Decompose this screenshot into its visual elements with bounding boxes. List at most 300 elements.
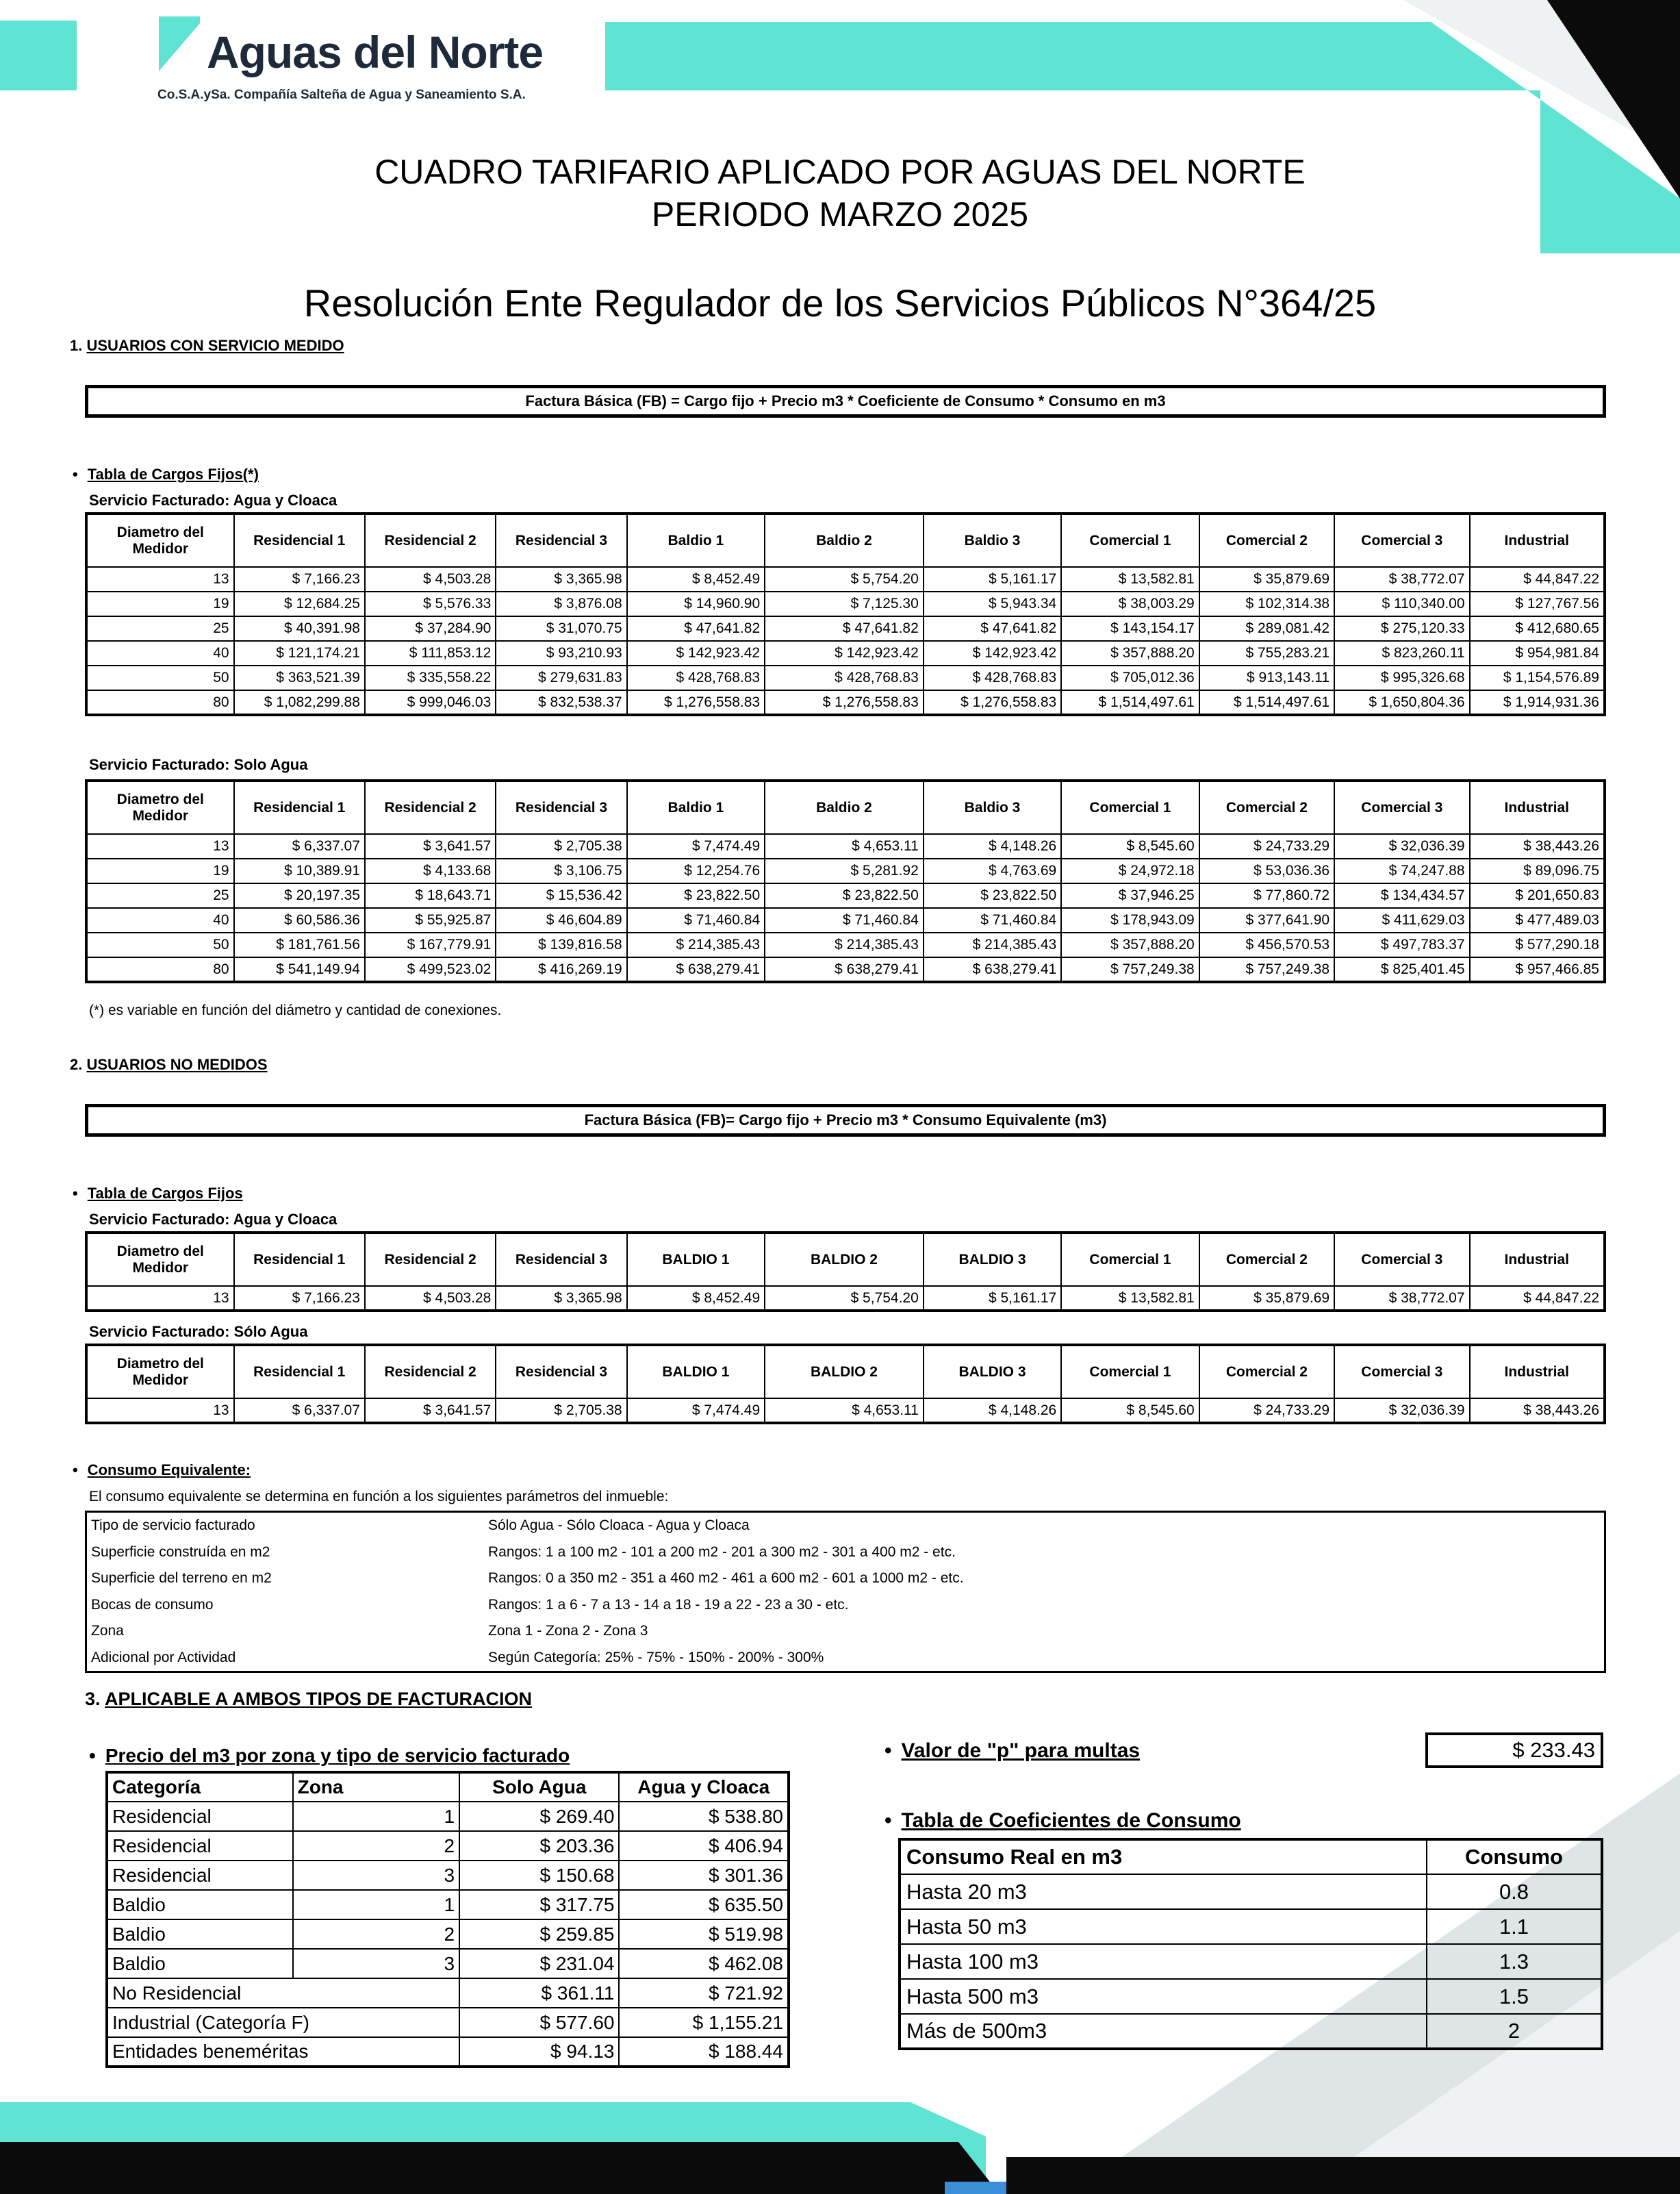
consumo-row [86,1539,1605,1566]
zone-cell: 3 [293,1861,459,1890]
price-cell: $ 705,012.36 [1061,666,1199,690]
consumo-row [86,1618,1605,1645]
s1-agua-cloaca-label: Servicio Facturado: Agua y Cloaca [89,492,338,509]
table-row [86,957,1605,982]
price-cell: $ 5,576.33 [365,592,496,616]
parameter-name: Adicional por Actividad [91,1649,236,1665]
price-cell: $ 38,443.26 [1470,1398,1605,1423]
table-header-row [107,1772,789,1802]
price-cell: $ 416,269.19 [496,957,626,982]
s2-agua-cloaca-label: Servicio Facturado: Agua y Cloaca [89,1211,338,1228]
price-cell: $ 127,767.56 [1470,592,1605,616]
column-header: Residencial 2 [365,1345,496,1398]
coef-table [898,1838,1603,2050]
price-cell: $ 214,385.43 [765,933,924,957]
resolution-title: Resolución Ente Regulador de los Servicios Públicos N°364/25 [303,281,1377,325]
price-cell: $ 519.98 [619,1919,789,1949]
price-cell: $ 3,365.98 [496,1286,626,1311]
price-cell: $ 7,125.30 [765,592,924,616]
price-cell: $ 2,705.38 [496,1398,626,1423]
price-cell: $ 38,772.07 [1334,567,1469,592]
price-cell: $ 94.13 [459,2037,619,2067]
price-cell: $ 357,888.20 [1061,641,1199,666]
table-header-row [86,514,1605,567]
section1-number: 1. [70,337,83,354]
price-cell: $ 1,276,558.83 [924,690,1061,715]
column-header: Industrial [1470,514,1605,567]
column-header: Consumo [1427,1839,1602,1874]
diameter-cell: 13 [86,1398,234,1423]
price-cell: $ 38,443.26 [1470,834,1605,859]
price-cell: $ 1,154,576.89 [1470,666,1605,690]
coefficient-cell: 2 [1427,2014,1602,2049]
price-cell: $ 23,822.50 [765,883,924,908]
column-header: Industrial [1470,781,1605,834]
price-cell: $ 411,629.03 [1334,908,1469,933]
parameter-values: Rangos: 1 a 100 m2 - 101 a 200 m2 - 201 a 300 m2 - 301 a 400 m2 - etc. [488,1543,956,1560]
table-row [900,2014,1602,2049]
column-header: Comercial 2 [1199,1233,1334,1286]
price-cell: $ 5,754.20 [765,567,924,592]
price-cell: $ 110,340.00 [1334,592,1469,616]
price-cell: $ 4,148.26 [924,834,1061,859]
price-cell: $ 1,276,558.83 [765,690,924,715]
parameter-values: Rangos: 1 a 6 - 7 a 13 - 14 a 18 - 19 a 22 - 23 a 30 - etc. [488,1596,849,1613]
brand-name: Aguas del Norte [207,27,544,77]
price-cell: $ 46,604.89 [496,908,626,933]
table-header-row [86,781,1605,834]
parameter-values: Según Categoría: 25% - 75% - 150% - 200% - 300% [488,1649,824,1665]
price-cell: $ 32,036.39 [1334,1398,1469,1423]
table-header-row [86,1345,1605,1398]
column-header: Baldio 2 [765,514,924,567]
price-cell: $ 77,860.72 [1199,883,1334,908]
price-cell: $ 913,143.11 [1199,666,1334,690]
price-cell: $ 825,401.45 [1334,957,1469,982]
price-cell: $ 1,514,497.61 [1061,690,1199,715]
table-row [86,567,1605,592]
consumo-row [86,1592,1605,1619]
table-row [107,1890,789,1919]
price-cell: $ 12,254.76 [627,859,765,883]
section2-number: 2. [70,1056,83,1073]
price-cell: $ 317.75 [459,1890,619,1919]
diameter-cell: 19 [86,859,234,883]
price-cell: $ 35,879.69 [1199,1286,1334,1311]
diameter-cell: 13 [86,1286,234,1311]
price-cell: $ 71,460.84 [924,908,1061,933]
table-row [86,834,1605,859]
diameter-cell: 25 [86,616,234,641]
column-header: BALDIO 3 [924,1345,1061,1398]
table-row [86,883,1605,908]
price-cell: $ 538.80 [619,1802,789,1831]
price-cell: $ 214,385.43 [627,933,765,957]
price-cell: $ 37,946.25 [1061,883,1199,908]
section1-formula: Factura Básica (FB) = Cargo fijo + Precio m3 * Coeficiente de Consumo * Consumo en m3 [85,385,1606,418]
price-cell: $ 60,586.36 [234,908,365,933]
table-row [107,1949,789,1978]
table-row [107,1831,789,1861]
table-row [86,616,1605,641]
column-header: Residencial 1 [234,514,365,567]
section2-table-title-text: Tabla de Cargos Fijos [87,1185,243,1202]
consumption-range-cell: Más de 500m3 [900,2014,1427,2049]
zone-cell: 3 [293,1949,459,1978]
column-header: Residencial 2 [365,781,496,834]
diameter-cell: 50 [86,666,234,690]
price-cell: $ 214,385.43 [924,933,1061,957]
coef-title [884,1809,1241,1832]
price-cell: $ 5,754.20 [765,1286,924,1311]
price-cell: $ 6,337.07 [234,834,365,859]
column-header: Residencial 3 [496,514,626,567]
price-cell: $ 231.04 [459,1949,619,1978]
price-cell: $ 999,046.03 [365,690,496,715]
column-header: Comercial 2 [1199,781,1334,834]
section3-number: 3. [85,1689,101,1709]
column-header: Baldio 1 [627,781,765,834]
column-header: BALDIO 3 [924,1233,1061,1286]
column-header: Consumo Real en m3 [900,1839,1427,1874]
price-cell: $ 1,155.21 [619,2008,789,2037]
table-row [86,666,1605,690]
column-header: BALDIO 1 [627,1233,765,1286]
price-cell: $ 143,154.17 [1061,616,1199,641]
category-cell: Industrial (Categoría F) [107,2008,459,2037]
precio-m3-table [105,1771,790,2068]
price-cell: $ 428,768.83 [765,666,924,690]
price-cell: $ 142,923.42 [924,641,1061,666]
price-cell: $ 361.11 [459,1978,619,2008]
brand-subtitle: Co.S.A.ySa. Compañía Salteña de Agua y Saneamiento S.A. [157,88,526,102]
price-cell: $ 4,653.11 [765,834,924,859]
price-cell: $ 755,283.21 [1199,641,1334,666]
price-cell: $ 38,003.29 [1061,592,1199,616]
column-header: Diametro del Medidor [86,781,234,834]
logo-icon [159,16,200,71]
price-cell: $ 47,641.82 [765,616,924,641]
column-header: Diametro del Medidor [86,514,234,567]
price-cell: $ 44,847.22 [1470,1286,1605,1311]
column-header: Baldio 3 [924,514,1061,567]
price-cell: $ 8,545.60 [1061,1398,1199,1423]
price-cell: $ 995,326.68 [1334,666,1469,690]
consumption-range-cell: Hasta 500 m3 [900,1979,1427,2014]
price-cell: $ 2,705.38 [496,834,626,859]
column-header: Residencial 1 [234,781,365,834]
price-cell: $ 142,923.42 [765,641,924,666]
category-cell: Residencial [107,1831,293,1861]
price-cell: $ 638,279.41 [627,957,765,982]
price-cell: $ 823,260.11 [1334,641,1469,666]
column-header: Industrial [1470,1233,1605,1286]
consumo-row [86,1645,1605,1672]
parameter-values: Zona 1 - Zona 2 - Zona 3 [488,1623,648,1639]
price-cell: $ 15,536.42 [496,883,626,908]
price-cell: $ 178,943.09 [1061,908,1199,933]
price-cell: $ 456,570.53 [1199,933,1334,957]
price-cell: $ 7,166.23 [234,567,365,592]
price-cell: $ 24,733.29 [1199,1398,1334,1423]
column-header: Comercial 2 [1199,1345,1334,1398]
price-cell: $ 134,434.57 [1334,883,1469,908]
p-title [884,1739,1140,1763]
column-header: BALDIO 2 [765,1233,924,1286]
table-row [107,1802,789,1831]
table-row [86,690,1605,715]
diameter-cell: 19 [86,592,234,616]
price-cell: $ 635.50 [619,1890,789,1919]
price-cell: $ 5,161.17 [924,567,1061,592]
diameter-cell: 13 [86,567,234,592]
table-row [86,933,1605,957]
column-header: Baldio 1 [627,514,765,567]
column-header: Diametro del Medidor [86,1233,234,1286]
category-cell: Residencial [107,1802,293,1831]
column-header: Zona [293,1772,459,1802]
precio-title-text: Precio del m3 por zona y tipo de servicio facturado [105,1745,570,1766]
price-cell: $ 93,210.93 [496,641,626,666]
price-cell: $ 47,641.82 [924,616,1061,641]
table-row [86,908,1605,933]
price-cell: $ 259.85 [459,1919,619,1949]
s2-solo-agua-label: Servicio Facturado: Sólo Agua [89,1323,308,1340]
price-cell: $ 269.40 [459,1802,619,1831]
price-cell: $ 757,249.38 [1061,957,1199,982]
price-cell: $ 4,763.69 [924,859,1061,883]
parameter-name: Zona [91,1623,124,1639]
column-header: Diametro del Medidor [86,1345,234,1398]
column-header: Comercial 1 [1061,1233,1199,1286]
price-cell: $ 335,558.22 [365,666,496,690]
column-header: Baldio 3 [924,781,1061,834]
price-cell: $ 167,779.91 [365,933,496,957]
diameter-cell: 80 [86,690,234,715]
page-title-line2: PERIODO MARZO 2025 [651,195,1029,234]
column-header: Solo Agua [459,1772,619,1802]
price-cell: $ 3,876.08 [496,592,626,616]
consumo-title-text: Consumo Equivalente: [87,1461,251,1478]
diameter-cell: 13 [86,834,234,859]
table-row [86,592,1605,616]
column-header: Residencial 3 [496,781,626,834]
price-cell: $ 7,166.23 [234,1286,365,1311]
parameter-name: Bocas de consumo [91,1596,214,1613]
table-row [900,1874,1602,1909]
table-row [107,2037,789,2067]
price-cell: $ 577.60 [459,2008,619,2037]
category-cell: Baldio [107,1890,293,1919]
consumption-range-cell: Hasta 100 m3 [900,1944,1427,1979]
price-cell: $ 139,816.58 [496,933,626,957]
zone-cell: 2 [293,1831,459,1861]
price-cell: $ 832,538.37 [496,690,626,715]
price-cell: $ 6,337.07 [234,1398,365,1423]
section2-title [70,1056,268,1074]
category-cell: No Residencial [107,1978,459,2008]
column-header: Agua y Cloaca [619,1772,789,1802]
price-cell: $ 203.36 [459,1831,619,1861]
diameter-cell: 40 [86,908,234,933]
s1-solo-agua-table [85,779,1606,983]
price-cell: $ 7,474.49 [627,834,765,859]
price-cell: $ 954,981.84 [1470,641,1605,666]
section1-table-title-text: Tabla de Cargos Fijos(*) [87,466,259,483]
price-cell: $ 47,641.82 [627,616,765,641]
column-header: Comercial 3 [1334,781,1469,834]
parameter-name: Superficie del terreno en m2 [91,1570,272,1587]
column-header: Residencial 2 [365,1233,496,1286]
section2-table-title [73,1185,243,1202]
column-header: BALDIO 1 [627,1345,765,1398]
price-cell: $ 188.44 [619,2037,789,2067]
price-cell: $ 7,474.49 [627,1398,765,1423]
price-cell: $ 541,149.94 [234,957,365,982]
price-cell: $ 23,822.50 [627,883,765,908]
price-cell: $ 38,772.07 [1334,1286,1469,1311]
column-header: Residencial 3 [496,1233,626,1286]
coefficient-cell: 0.8 [1427,1874,1602,1909]
table-row [86,1286,1605,1311]
price-cell: $ 23,822.50 [924,883,1061,908]
price-cell: $ 3,641.57 [365,834,496,859]
consumo-row [86,1512,1605,1539]
price-cell: $ 74,247.88 [1334,859,1469,883]
column-header: Comercial 1 [1061,781,1199,834]
category-cell: Baldio [107,1949,293,1978]
section1-note: (*) es variable en función del diámetro y cantidad de conexiones. [89,1003,502,1018]
column-header: Residencial 2 [365,514,496,567]
page-title-line1: CUADRO TARIFARIO APLICADO POR AGUAS DEL NORTE [374,153,1306,191]
consumo-table [85,1511,1606,1673]
table-row [86,859,1605,883]
price-cell: $ 289,081.42 [1199,616,1334,641]
s1-agua-cloaca-table [85,512,1606,716]
price-cell: $ 301.36 [619,1861,789,1890]
price-cell: $ 89,096.75 [1470,859,1605,883]
price-cell: $ 957,466.85 [1470,957,1605,982]
table-row [86,1398,1605,1423]
price-cell: $ 71,460.84 [765,908,924,933]
price-cell: $ 32,036.39 [1334,834,1469,859]
price-cell: $ 31,070.75 [496,616,626,641]
price-cell: $ 40,391.98 [234,616,365,641]
table-row [107,2008,789,2037]
price-cell: $ 3,106.75 [496,859,626,883]
column-header: Baldio 2 [765,781,924,834]
price-cell: $ 1,276,558.83 [627,690,765,715]
price-cell: $ 757,249.38 [1199,957,1334,982]
s2-agua-cloaca-table [85,1231,1606,1312]
price-cell: $ 8,545.60 [1061,834,1199,859]
section1-table-title [73,466,259,483]
coefficient-cell: 1.5 [1427,1979,1602,2014]
price-cell: $ 8,452.49 [627,1286,765,1311]
price-cell: $ 24,733.29 [1199,834,1334,859]
column-header: Comercial 1 [1061,514,1199,567]
price-cell: $ 428,768.83 [627,666,765,690]
price-cell: $ 14,960.90 [627,592,765,616]
price-cell: $ 377,641.90 [1199,908,1334,933]
price-cell: $ 4,653.11 [765,1398,924,1423]
price-cell: $ 4,503.28 [365,567,496,592]
price-cell: $ 275,120.33 [1334,616,1469,641]
column-header: Residencial 1 [234,1345,365,1398]
table-row [107,1861,789,1890]
coef-title-text: Tabla de Coeficientes de Consumo [901,1809,1241,1832]
price-cell: $ 638,279.41 [924,957,1061,982]
price-cell: $ 1,082,299.88 [234,690,365,715]
coefficient-cell: 1.3 [1427,1944,1602,1979]
price-cell: $ 363,521.39 [234,666,365,690]
category-cell: Baldio [107,1919,293,1949]
price-cell: $ 497,783.37 [1334,933,1469,957]
consumo-title [73,1461,251,1479]
price-cell: $ 142,923.42 [627,641,765,666]
diameter-cell: 40 [86,641,234,666]
table-header-row [86,1233,1605,1286]
category-cell: Entidades beneméritas [107,2037,459,2067]
price-cell: $ 1,914,931.36 [1470,690,1605,715]
table-row [107,1978,789,2008]
price-cell: $ 428,768.83 [924,666,1061,690]
price-cell: $ 3,365.98 [496,567,626,592]
zone-cell: 2 [293,1919,459,1949]
column-header: Comercial 3 [1334,514,1469,567]
price-cell: $ 12,684.25 [234,592,365,616]
parameter-name: Tipo de servicio facturado [91,1517,255,1534]
price-cell: $ 102,314.38 [1199,592,1334,616]
consumo-row [86,1565,1605,1592]
price-cell: $ 111,853.12 [365,641,496,666]
column-header: BALDIO 2 [765,1345,924,1398]
price-cell: $ 10,389.91 [234,859,365,883]
column-header: Comercial 1 [1061,1345,1199,1398]
zone-cell: 1 [293,1890,459,1919]
table-header-row [900,1839,1602,1874]
diameter-cell: 80 [86,957,234,982]
price-cell: $ 721.92 [619,1978,789,2008]
price-cell: $ 5,161.17 [924,1286,1061,1311]
table-row [900,1909,1602,1944]
price-cell: $ 201,650.83 [1470,883,1605,908]
column-header: Residencial 1 [234,1233,365,1286]
price-cell: $ 5,943.34 [924,592,1061,616]
price-cell: $ 462.08 [619,1949,789,1978]
price-cell: $ 53,036.36 [1199,859,1334,883]
section2-formula: Factura Básica (FB)= Cargo fijo + Precio m3 * Consumo Equivalente (m3) [85,1104,1606,1137]
p-value: $ 233.43 [1425,1732,1603,1768]
price-cell: $ 4,503.28 [365,1286,496,1311]
price-cell: $ 20,197.35 [234,883,365,908]
section1-title [70,337,344,355]
parameter-values: Rangos: 0 a 350 m2 - 351 a 460 m2 - 461 a 600 m2 - 601 a 1000 m2 - etc. [488,1570,964,1587]
section1-title-text: USUARIOS CON SERVICIO MEDIDO [86,337,344,354]
price-cell: $ 13,582.81 [1061,567,1199,592]
column-header: Industrial [1470,1345,1605,1398]
category-cell: Residencial [107,1861,293,1890]
coefficient-cell: 1.1 [1427,1909,1602,1944]
precio-title [89,1745,570,1767]
price-cell: $ 150.68 [459,1861,619,1890]
price-cell: $ 4,148.26 [924,1398,1061,1423]
price-cell: $ 1,514,497.61 [1199,690,1334,715]
price-cell: $ 638,279.41 [765,957,924,982]
price-cell: $ 71,460.84 [627,908,765,933]
price-cell: $ 13,582.81 [1061,1286,1199,1311]
price-cell: $ 37,284.90 [365,616,496,641]
